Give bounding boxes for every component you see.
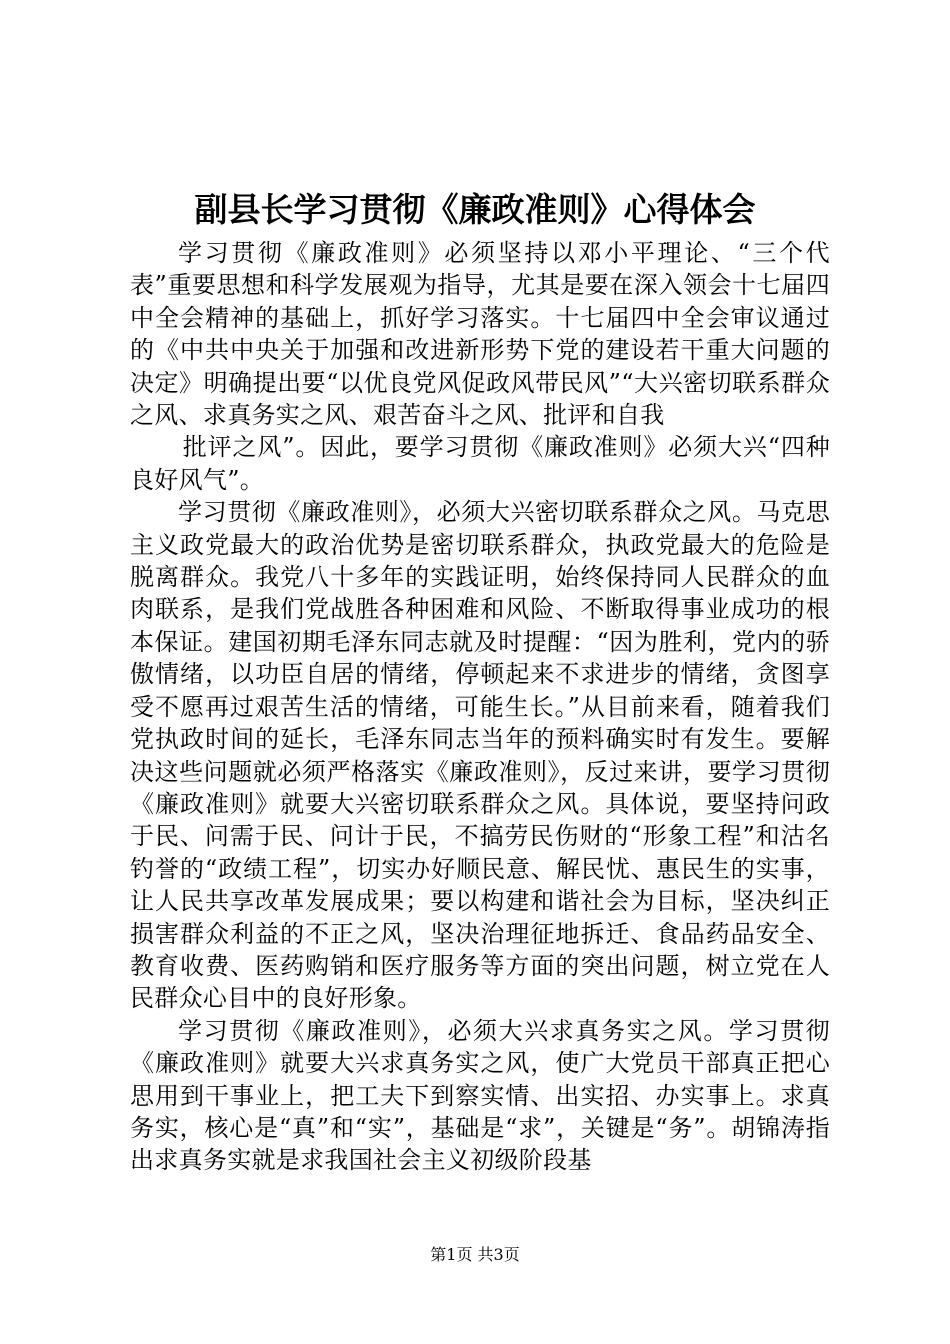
- page-number-footer: 第1页 共3页: [430, 1245, 520, 1264]
- paragraph-truth-seeking: 学习贯彻《廉政准则》，必须大兴求真务实之风。学习贯彻《廉政准则》就要大兴求真务实之风，使广大党员干部真正把心思用到干事业上，把工夫下到察实情、出实招、办实事上。求真务实，核心是“真”和“实”，基础是“求”，关键是“务”。胡锦涛指出求真务实就是求我国社会主义初级阶段基: [130, 1016, 830, 1175]
- document-body: [130, 237, 830, 1177]
- paragraph-intro: 学习贯彻《廉政准则》必须坚持以邓小平理论、“三个代表”重要思想和科学发展观为指导，尤其是要在深入领会十七届四中全会精神的基础上，抓好学习落实。十七届四中全会审议通过的《中共中央关于加强和改进新形势下党的建设若干重大问题的决定》明确提出要“以优良党风促政风带民风”“大兴密切联系群众之风、求真务实之风、艰苦奋斗之风、批评和自我: [130, 239, 830, 430]
- document-title: 副县长学习贯彻《廉政准则》心得体会: [194, 190, 756, 229]
- paragraph-mass-line: 学习贯彻《廉政准则》，必须大兴密切联系群众之风。马克思主义政党最大的政治优势是密切联系群众，执政党最大的危险是脱离群众。我党八十多年的实践证明，始终保持同人民群众的血肉联系，是我们党战胜各种困难和风险、不断取得事业成功的根本保证。建国初期毛泽东同志就及时提醒：“因为胜利，党内的骄傲情绪，以功臣自居的情绪，停顿起来不求进步的情绪，贪图享受不愿再过艰苦生活的情绪，可能生长。”从目前来看，随着我们党执政时间的延长，毛泽东同志当年的预料确实时有发生。要解决这些问题就必须严格落实《廉政准则》，反过来讲，要学习贯彻《廉政准则》就要大兴密切联系群众之风。具体说，要坚持问政于民、问需于民、问计于民，不搞劳民伤财的“形象工程”和沽名钓誉的“政绩工程”，切实办好顺民意、解民忧、惠民生的实事，让人民共享改革发展成果；要以构建和谐社会为目标，坚决纠正损害群众利益的不正之风，坚决治理征地拆迁、食品药品安全、教育收费、医药购销和医疗服务等方面的突出问题，树立党在人民群众心目中的良好形象。: [130, 498, 830, 1013]
- paragraph-intro-continued: 批评之风”。因此，要学习贯彻《廉政准则》必须大兴“四种良好风气”。: [130, 433, 830, 494]
